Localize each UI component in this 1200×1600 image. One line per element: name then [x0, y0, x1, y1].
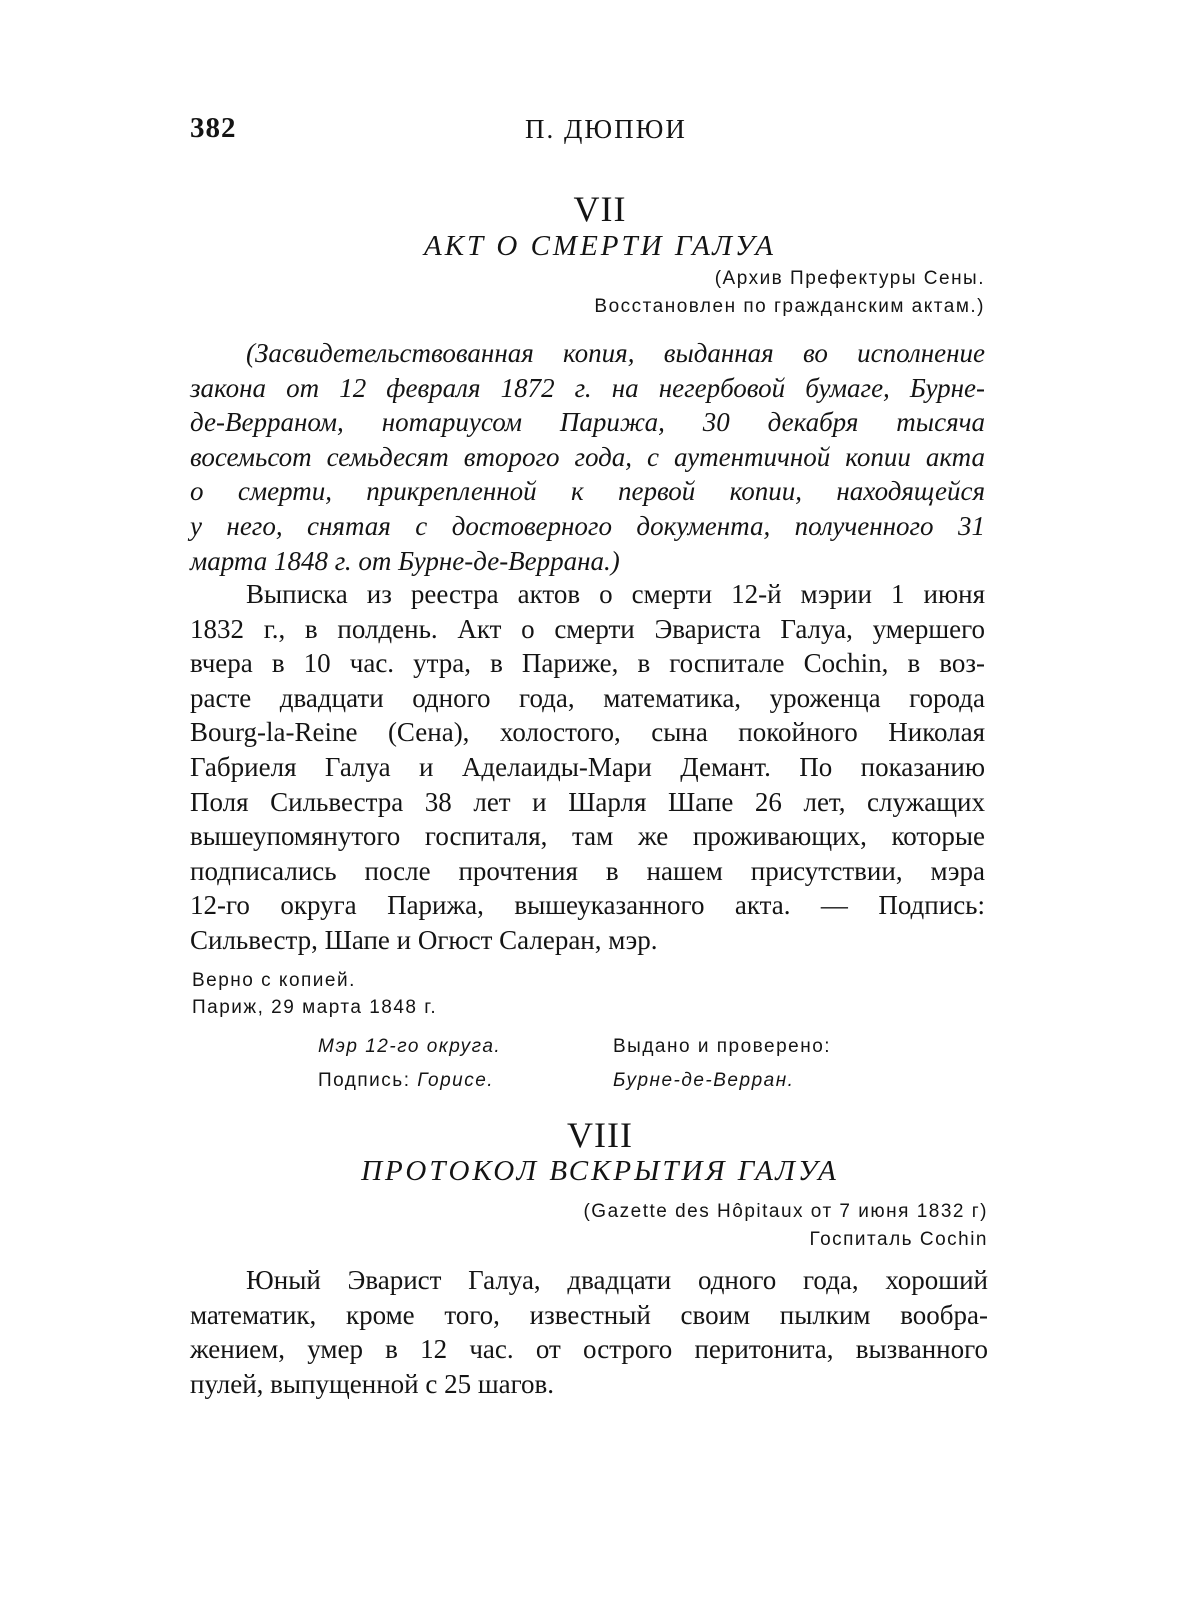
section-vii-note: [190, 336, 985, 578]
note-line: восемьсот семьдесят второго года, с аутентичной копии акта: [190, 441, 985, 472]
note-line: (Засвидетельствованная копия, выданная во исполнение: [246, 338, 985, 368]
issued-verified-label: Выдано и проверено:: [613, 1036, 832, 1057]
certification-place-date: Париж, 29 марта 1848 г.: [192, 997, 438, 1018]
true-copy-statement: Верно с копией.: [192, 970, 356, 991]
section-viii-number: VIII: [567, 1115, 633, 1155]
body-line: вышеупомянутого госпиталя, там же проживающих, которые: [190, 821, 985, 852]
section-vii-title: АКТ О СМЕРТИ ГАЛУА: [424, 230, 776, 262]
body-line: Юный Эварист Галуа, двадцати одного года, хороший: [246, 1265, 988, 1295]
body-line: вчера в 10 час. утра, в Париже, в госпитале Cochin, в воз-: [190, 648, 985, 679]
signature-label: Подпись:: [318, 1070, 418, 1091]
notary-name: Бурне-де-Верран.: [613, 1070, 795, 1091]
body-line: математик, кроме того, известный своим пылким вообра-: [190, 1299, 988, 1330]
section-vii-source-line-2: Восстановлен по гражданским актам.): [594, 296, 985, 317]
mayor-title: Мэр 12-го округа.: [318, 1036, 502, 1057]
signature-name: Горисе.: [417, 1070, 495, 1091]
body-line: расте двадцати одного года, математика, уроженца города: [190, 682, 985, 713]
running-head: П. ДЮПЮИ: [525, 114, 687, 144]
body-line: Габриеля Галуа и Аделаиды-Мари Демант. По показанию: [190, 751, 985, 782]
note-line: о смерти, прикрепленной к первой копии, находящейся: [190, 476, 985, 507]
section-vii-body: [190, 577, 985, 958]
note-line: закона от 12 февраля 1872 г. на негербовой бумаге, Бурне-: [190, 372, 985, 403]
body-line: пулей, выпущенной с 25 шагов.: [190, 1368, 555, 1399]
section-viii-source-line-2: Госпиталь Cochin: [809, 1229, 988, 1250]
section-viii-source-line-1: (Gazette des Hôpitaux от 7 июня 1832 г): [583, 1201, 988, 1222]
body-line: жением, умер в 12 час. от острого перитонита, вызванного: [190, 1334, 988, 1365]
body-line: подписались после прочтения в нашем присутствии, мэра: [190, 855, 985, 886]
body-line: 1832 г., в полдень. Акт о смерти Эвариста Галуа, умершего: [190, 613, 985, 644]
page-number: 382: [190, 112, 237, 144]
section-viii-body: [190, 1263, 988, 1401]
body-line: Выписка из реестра актов о смерти 12-й мэрии 1 июня: [246, 579, 985, 609]
body-line: Bourg-la-Reine (Сена), холостого, сына покойного Николая: [190, 717, 985, 748]
body-line: Сильвестр, Шапе и Огюст Салеран, мэр.: [190, 924, 658, 955]
section-vii-number: VII: [573, 189, 627, 229]
note-line: марта 1848 г. от Бурне-де-Веррана.): [190, 545, 620, 576]
section-viii-title: ПРОТОКОЛ ВСКРЫТИЯ ГАЛУА: [361, 1155, 839, 1187]
mayor-signature: [318, 1070, 494, 1092]
note-line: де-Верраном, нотариусом Парижа, 30 декабря тысяча: [190, 407, 985, 438]
section-vii-source-line-1: (Архив Префектуры Сены.: [714, 268, 985, 289]
body-line: 12-го округа Парижа, вышеуказанного акта. — Подпись:: [190, 890, 985, 921]
note-line: у него, снятая с достоверного документа, полученного 31: [190, 510, 985, 541]
body-line: Поля Сильвестра 38 лет и Шарля Шапе 26 лет, служащих: [190, 786, 985, 817]
